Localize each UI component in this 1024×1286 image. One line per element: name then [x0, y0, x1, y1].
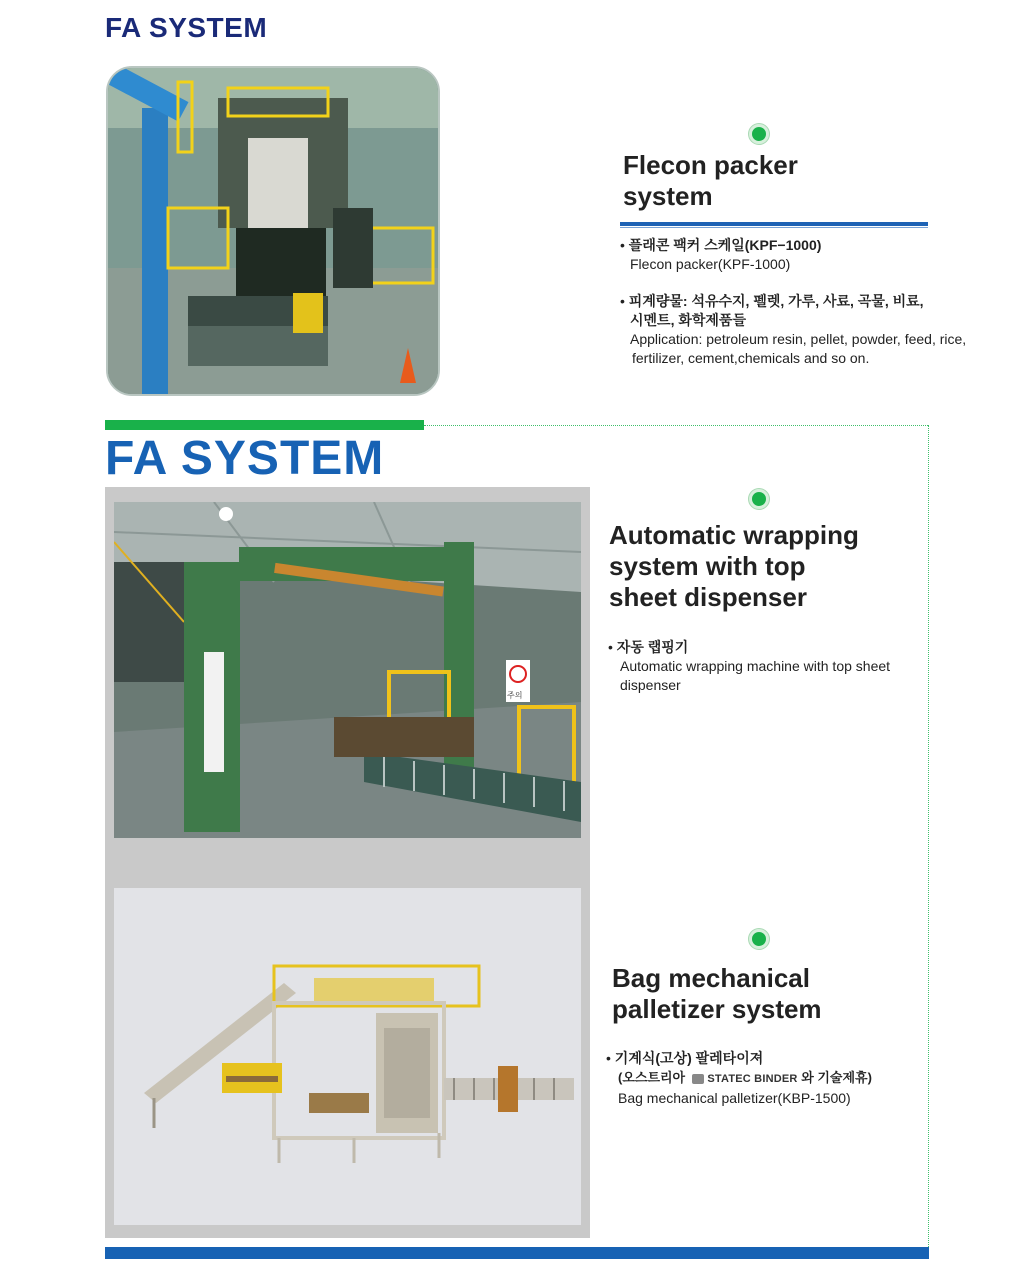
footer-bar [105, 1247, 929, 1259]
title-line: Flecon packer [623, 150, 798, 180]
spec-en: Bag mechanical palletizer(KBP-1500) [618, 1090, 851, 1106]
bullet-mark: • [620, 237, 629, 253]
spec-en: Automatic wrapping machine with top sheet [620, 658, 891, 674]
bullet-dot-icon [749, 929, 769, 949]
spec-en: Flecon packer(KPF-1000) [630, 256, 791, 272]
bullet-mark: • [606, 1050, 615, 1066]
partner-line [606, 1068, 916, 1089]
statec-binder-logo-icon [692, 1074, 704, 1084]
spec-bullet-palletizer [606, 1049, 916, 1108]
section-header-large: FA SYSTEM [105, 432, 385, 485]
partner-suffix: 와 기술제휴) [801, 1070, 872, 1085]
spec-en: dispenser [620, 677, 681, 693]
title-underline [620, 222, 928, 226]
spec-bullet-2 [620, 292, 1010, 368]
spec-bullet-1 [620, 236, 1000, 274]
section-accent-bar [105, 420, 424, 430]
spec-ko: 피계량물: 석유수지, 펠렛, 가루, 사료, 곡물, 비료, [628, 293, 924, 309]
warning-sign-text: 주의 [507, 691, 523, 700]
partner-brand: STATEC BINDER [707, 1073, 798, 1085]
bullet-dot-icon [749, 489, 769, 509]
bullet-dot-icon [749, 124, 769, 144]
spec-ko: 기계식(고상) 팔레타이져 [614, 1050, 764, 1066]
bullet-mark: • [608, 639, 617, 655]
product-title-palletizer [612, 963, 822, 1025]
title-line: sheet dispenser [609, 582, 807, 612]
flecon-packer-photo [106, 66, 440, 396]
spec-ko: 시멘트, 화학제품들 [630, 312, 746, 328]
title-underline-thin [620, 227, 928, 228]
bullet-mark: • [620, 293, 629, 309]
partner-prefix: (오스트리아 [618, 1070, 686, 1085]
section-border-right [928, 425, 929, 1247]
section-header-small: FA SYSTEM [105, 12, 268, 43]
spec-bullet-wrapping [608, 638, 918, 695]
spec-en: fertilizer, cement,chemicals and so on. [632, 350, 870, 366]
title-line: Bag mechanical [612, 963, 810, 993]
spec-ko: 자동 랩핑기 [616, 639, 689, 655]
section-border-top [424, 425, 928, 426]
product-title-wrapping [609, 520, 859, 613]
title-line: Automatic wrapping [609, 520, 859, 550]
title-line: palletizer system [612, 994, 822, 1024]
spec-en: Application: petroleum resin, pellet, powder, feed, rice, [630, 331, 967, 347]
title-line: system with top [609, 551, 806, 581]
product-title-flecon [623, 150, 798, 212]
spec-ko: 플래콘 팩커 스케일(KPF−1000) [628, 237, 822, 253]
wrapping-system-photo [114, 502, 581, 838]
title-line: system [623, 181, 713, 211]
palletizer-photo [114, 888, 581, 1225]
